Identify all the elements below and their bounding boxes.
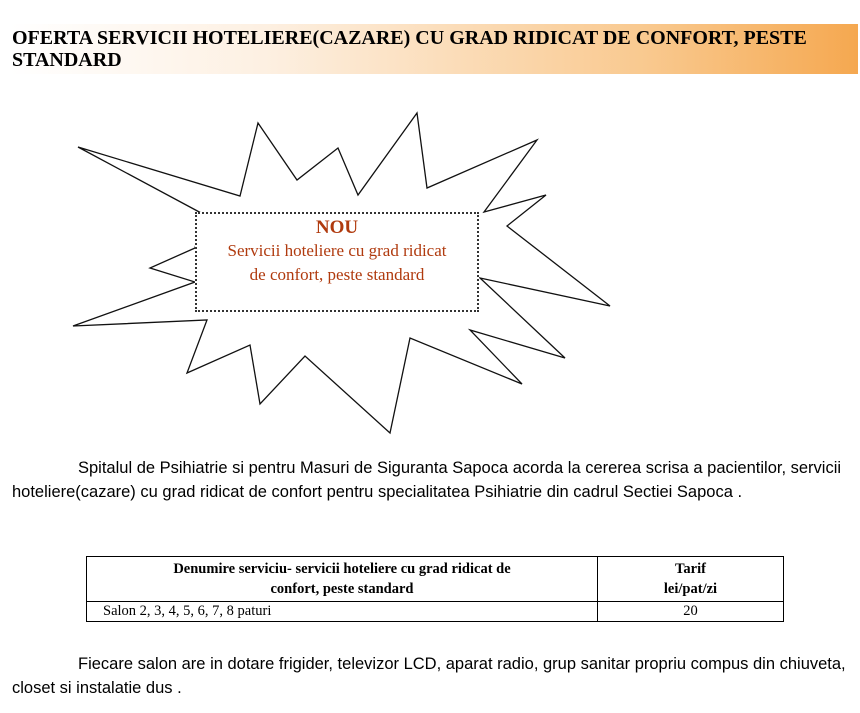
callout-line-2: de confort, peste standard	[249, 265, 425, 284]
header-tariff-line-1: Tarif	[675, 561, 706, 577]
callout-line-1: Servicii hoteliere cu grad ridicat	[227, 241, 447, 260]
header-tariff-line-2: lei/pat/zi	[663, 581, 718, 597]
header-service-name	[87, 557, 598, 602]
cell-tariff: 20	[598, 602, 784, 622]
intro-paragraph: Spitalul de Psihiatrie si pentru Masuri de Siguranta Sapoca acorda la cererea scrisa a pacientilor, servicii hoteliere(cazare) cu grad ridicat de confort pentru specialitatea Psihiatrie din cadrul Sectiei Sapoca .	[12, 459, 842, 501]
callout-label: NOU	[315, 217, 359, 238]
table-row	[87, 602, 784, 622]
table-header-row	[87, 557, 784, 602]
cell-service: Salon 2, 3, 4, 5, 6, 7, 8 paturi	[87, 602, 598, 622]
header-service-line-1: Denumire serviciu- servicii hoteliere cu grad ridicat de	[173, 561, 511, 577]
new-service-callout	[195, 212, 479, 312]
closing-paragraph: Fiecare salon are in dotare frigider, televizor LCD, aparat radio, grup sanitar propriu compus din chiuveta, closet si instalatie dus .	[12, 655, 846, 697]
header-service-line-2: confort, peste standard	[270, 581, 414, 597]
header-tariff	[598, 557, 784, 602]
tariff-table	[86, 556, 784, 622]
page-title: OFERTA SERVICII HOTELIERE(CAZARE) CU GRAD RIDICAT DE CONFORT, PESTE STANDARD	[12, 27, 807, 71]
